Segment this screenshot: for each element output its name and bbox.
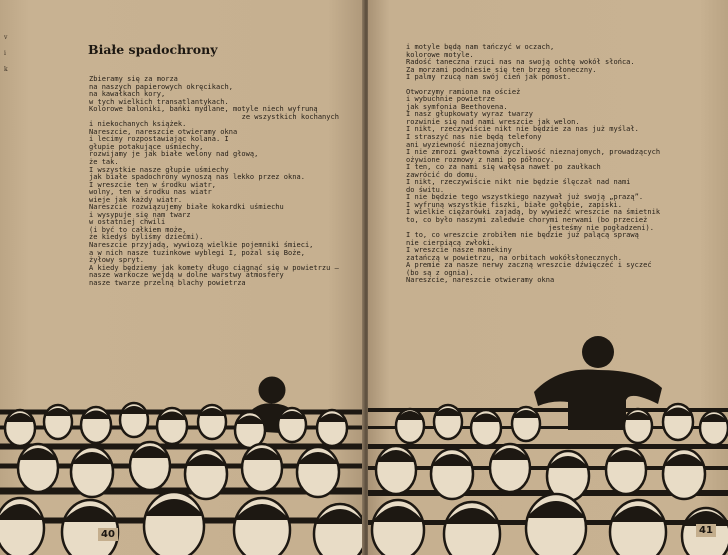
poem-line: jak białe spadochrony wynoszą nas lekko przez okna. xyxy=(89,173,305,182)
poem-line: żyłowy spryt. xyxy=(89,256,145,265)
bench-stripe xyxy=(368,444,728,449)
poem-line: Nareszcie rozwiązujemy białe kokardki uśmiechu xyxy=(89,203,284,212)
poem-line: że tak. xyxy=(89,158,119,167)
poem-line: Nareszcie, nareszcie otwieramy okna xyxy=(406,276,555,285)
edge-mark: i xyxy=(4,50,6,57)
poem-line: w tych wielkich transatlantykach. xyxy=(89,97,229,106)
page-edge-marks xyxy=(4,30,8,78)
poem-line: ze wszystkich kochanych xyxy=(241,112,339,121)
poem-line: w ostatniej chwili xyxy=(89,218,166,227)
poem-line: Nareszcie, nareszcie otwieramy okna xyxy=(89,127,238,136)
poem-line: że kiedyś byliśmy dziećmi). xyxy=(89,233,204,242)
poem-line: I nasz głupkowaty wyraz twarzy xyxy=(406,110,534,119)
page-number-right: 41 xyxy=(696,524,716,537)
poem-line: Kolorowe baloniki, bańki mydlane, motyle niech wyfruną xyxy=(89,105,318,114)
poem-line: Radość taneczna rzuci nas na swoją ochtę wokół słońca. xyxy=(406,58,635,67)
poem-line: rozwinie się nad nami wreszcie jak welon. xyxy=(406,117,580,126)
poem-line: (i być to całkiem może, xyxy=(89,225,187,234)
poem-line: nie cierpiącą zwłoki. xyxy=(406,238,495,247)
crowd-illustration-left xyxy=(0,370,364,555)
poem-line: ani wyziewność nieznajomych. xyxy=(406,140,525,149)
poem-line: i wybuchnie powietrze xyxy=(406,95,495,104)
poem-line: I wyfruną wszystkie fiszki, białe gołębie, zapiski. xyxy=(406,200,622,209)
figure-head xyxy=(582,336,614,368)
poem-line: i lecimy rozpostawiając kolana. I xyxy=(89,135,229,144)
poem-line: jesteśmy nie pogładzeni). xyxy=(548,223,654,232)
figure-head xyxy=(259,377,285,403)
poem-line: Zbieramy się za morza xyxy=(89,75,178,83)
poem-line: I nikt, rzeczywiście nikt nie będzie ślęczał nad nami xyxy=(406,178,631,187)
poem-line: rozwijamy je jak białe welony nad głową, xyxy=(89,150,259,159)
poem-line: I nikt, rzeczywiście nikt nie będzie za nas już myślał. xyxy=(406,125,639,134)
left-poem-text xyxy=(89,76,339,287)
poem-line: I wielkie ciężarówki zajadą, by wywieźć wreszcie na śmietnik xyxy=(406,208,661,217)
page-number-left: 40 xyxy=(98,528,118,541)
poem-line: I ten, co za nami się wałęsa nawet po zaułkach xyxy=(406,163,601,172)
crowd-illustration-right xyxy=(368,330,728,555)
poem-line: kolorowe motyle. xyxy=(406,50,474,59)
poem-line: nasze twarze przelną blachy powietrza xyxy=(89,278,246,287)
poem-line: Otworzymy ramiona na oścież xyxy=(406,87,521,96)
poem-line: A kiedy będziemy jak komety długo ciągnąć się w powietrzu — xyxy=(89,263,339,272)
edge-mark: v xyxy=(4,34,8,41)
poem-line: (bo są z ognia). xyxy=(406,268,474,277)
poem-line: zawrócić do domu. xyxy=(406,170,478,179)
right-page xyxy=(368,0,728,555)
poem-line: to, co było naszymi zaledwie chorymi nerwami (bo przecież xyxy=(406,216,648,225)
poem-line: A premie za nasze nerwy zaczną wreszcie dźwięczeć i syczeć xyxy=(406,261,652,270)
poem-line: wieje jak każdy wiatr. xyxy=(89,195,183,204)
poem-line: I wreszcie nasze manekiny xyxy=(406,246,512,255)
poem-line: zatańczą w powietrzu, na orbitach wokółsłonecznych. xyxy=(406,253,622,262)
right-poem-text xyxy=(406,43,661,285)
poem-line: I wszystkie nasze głupie uśmiechy xyxy=(89,165,229,174)
poem-line: wolny, ten w środku nas wiatr xyxy=(89,188,212,197)
poem-line: Za morzami podniesie się ten brzeg słoneczny. xyxy=(406,65,597,74)
edge-mark: k xyxy=(4,66,8,73)
poem-line: ożywione rozmowy z nami po północy. xyxy=(406,155,555,164)
poem-line: jak symfonia Beethovena. xyxy=(406,102,508,111)
poem-line: i niekochanych książek. xyxy=(89,120,187,129)
poem-line: do świtu. xyxy=(406,185,445,194)
poem-line: i motyle będą nam tańczyć w oczach, xyxy=(406,43,555,51)
poem-line: I straszyć nas nie będą telefony xyxy=(406,133,542,142)
poem-line: I nie będzie tego wszystkiego nazywał już swoją „prazą”. xyxy=(406,193,644,202)
poem-line: I nie zmrozi gwałtowna życzliwość nieznajomych, prowadzących xyxy=(406,148,661,157)
poem-line: na kawałkach kory, xyxy=(89,90,166,99)
poem-line: i wysypuje się nam twarz xyxy=(89,210,191,219)
poem-line: a w nich nasze tuzinkowe wyblegi I, pożal się Boże, xyxy=(89,248,305,257)
poem-line: nasze warkocze wejdą w dolne warstwy atmosfery xyxy=(89,271,284,280)
poem-title: Białe spadochrony xyxy=(88,42,218,57)
poem-line: I wreszcie ten w środku wiatr, xyxy=(89,180,217,189)
poem-line: I palmy rzucą nam swój cień jak pomost. xyxy=(406,73,572,82)
poem-line: Nareszcie przyjadą, wywiozą wielkie pojemniki śmieci, xyxy=(89,241,314,250)
poem-line: na naszych papierowych okręcikach, xyxy=(89,82,233,91)
poem-line: głupie potakujące uśmiechy, xyxy=(89,142,204,151)
poem-line: I to, co wreszcie zrobiłem nie będzie już palącą sprawą xyxy=(406,231,639,240)
